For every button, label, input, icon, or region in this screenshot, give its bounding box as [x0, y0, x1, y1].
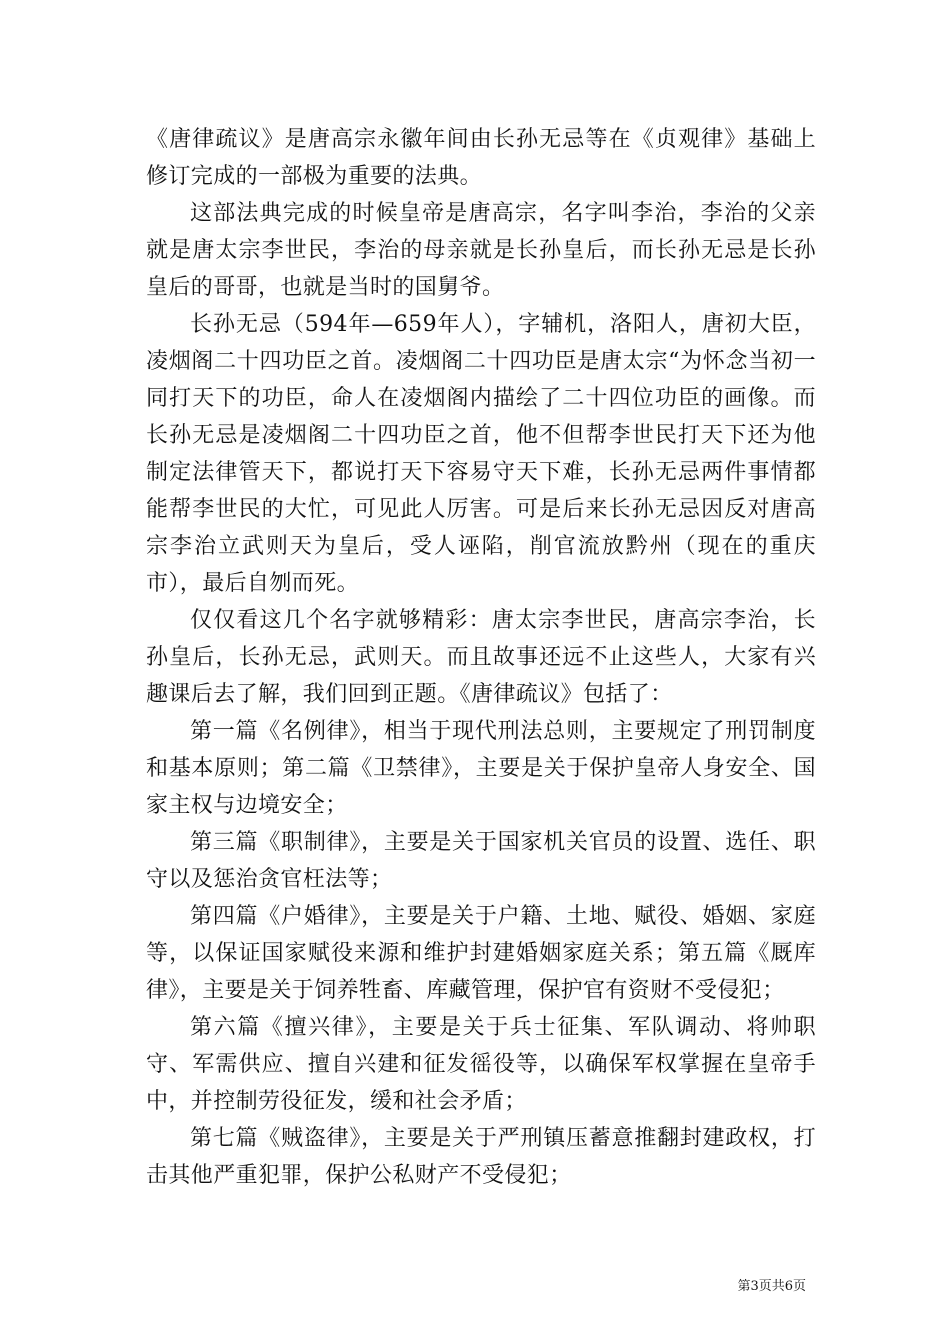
paragraph-chapter-6: 第六篇《擅兴律》，主要是关于兵士征集、军队调动、将帅职守、军需供应、擅自兴建和征发徭役等，以确保军权掌握在皇帝手中，并控制劳役征发，缓和社会矛盾； [146, 1015, 816, 1114]
page-number-footer: 第3页共6页 [737, 1279, 806, 1294]
paragraph-emperor: 这部法典完成的时候皇帝是唐高宗，名字叫李治，李治的父亲就是唐太宗李世民，李治的母亲就是长孙皇后，而长孙无忌是长孙皇后的哥哥，也就是当时的国舅爷。 [146, 201, 816, 300]
paragraph-chapter-3: 第三篇《职制律》，主要是关于国家机关官员的设置、选任、职守以及惩治贪官枉法等； [146, 830, 816, 892]
paragraph-chapter-1-2: 第一篇《名例律》，相当于现代刑法总则，主要规定了刑罚制度和基本原则；第二篇《卫禁律》，主要是关于保护皇帝人身安全、国家主权与边境安全； [146, 719, 816, 818]
paragraph-zhangsun-wuji: 长孙无忌（594年—659年人），字辅机，洛阳人，唐初大臣，凌烟阁二十四功臣之首。凌烟阁二十四功臣是唐太宗“为怀念当初一同打天下的功臣，命人在凌烟阁内描绘了二十四位功臣的画像。而长孙无忌是凌烟阁二十四功臣之首，他不但帮李世民打天下还为他制定法律管天下，都说打天下容易守天下难，长孙无忌两件事情都能帮李世民的大忙，可见此人厉害。可是后来长孙无忌因反对唐高宗李治立武则天为皇后，受人诬陷，削官流放黔州（现在的重庆市），最后自刎而死。 [146, 312, 816, 596]
paragraph-chapter-4-5: 第四篇《户婚律》，主要是关于户籍、土地、赋役、婚姻、家庭等，以保证国家赋役来源和维护封建婚姻家庭关系；第五篇《厩库律》，主要是关于饲养牲畜、库藏管理，保护官有资财不受侵犯； [146, 904, 816, 1003]
body-text [146, 121, 816, 1194]
paragraph-names: 仅仅看这几个名字就够精彩：唐太宗李世民，唐高宗李治，长孙皇后，长孙无忌，武则天。而且故事还远不止这些人，大家有兴趣课后去了解，我们回到正题。《唐律疏议》包括了： [146, 608, 816, 707]
paragraph-chapter-7: 第七篇《贼盗律》，主要是关于严刑镇压蓄意推翻封建政权，打击其他严重犯罪，保护公私财产不受侵犯； [146, 1126, 816, 1188]
paragraph-intro: 《唐律疏议》是唐高宗永徽年间由长孙无忌等在《贞观律》基础上修订完成的一部极为重要的法典。 [146, 127, 816, 189]
